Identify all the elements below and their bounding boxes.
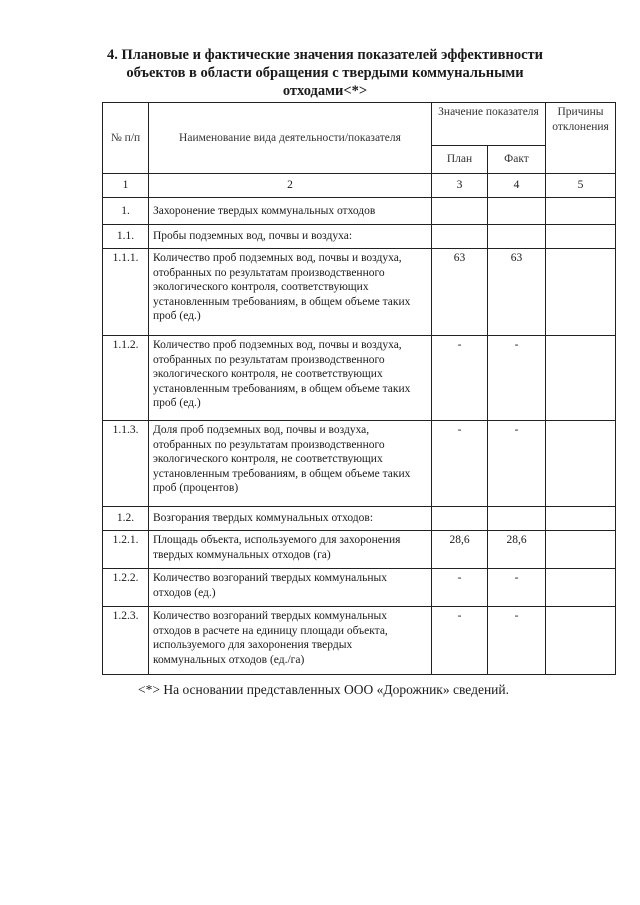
row-fact [488, 198, 546, 225]
row-fact: - [488, 336, 546, 421]
row-plan: - [432, 569, 488, 607]
document-title [90, 46, 560, 100]
row-name: Доля проб подземных вод, почвы и воздуха, отобранных по результатам производственного экологического контроля, не соответствующих установленным требованиям, в общем объеме таких проб (процентов) [149, 421, 432, 507]
row-fact: 28,6 [488, 531, 546, 569]
row-num: 1. [103, 198, 149, 225]
row-reason [546, 225, 616, 249]
table-row [103, 198, 616, 225]
row-reason [546, 249, 616, 336]
header-reasons: Причины отклонения [546, 103, 616, 174]
row-reason [546, 198, 616, 225]
row-name: Площадь объекта, используемого для захоронения твердых коммунальных отходов (га) [149, 531, 432, 569]
header-fact: Факт [488, 146, 546, 174]
index-cell: 5 [546, 174, 616, 198]
table-row [103, 336, 616, 421]
row-plan: - [432, 421, 488, 507]
row-fact [488, 507, 546, 531]
table-row [103, 225, 616, 249]
row-reason [546, 336, 616, 421]
row-plan [432, 507, 488, 531]
indicators-table [102, 102, 616, 675]
row-name: Количество проб подземных вод, почвы и воздуха, отобранных по результатам производственного экологического контроля, соответствующих установленным требованиям, в общем объеме таких проб (ед.) [149, 249, 432, 336]
row-reason [546, 507, 616, 531]
table-row [103, 569, 616, 607]
header-value: Значение показателя [432, 103, 546, 146]
row-num: 1.1.1. [103, 249, 149, 336]
row-name: Возгорания твердых коммунальных отходов: [149, 507, 432, 531]
index-cell: 4 [488, 174, 546, 198]
index-cell: 3 [432, 174, 488, 198]
row-plan: 28,6 [432, 531, 488, 569]
header-num: № п/п [103, 103, 149, 174]
row-reason [546, 569, 616, 607]
row-plan: 63 [432, 249, 488, 336]
table-row [103, 507, 616, 531]
row-reason [546, 421, 616, 507]
footnote: <*> На основании представленных ООО «Дорожник» сведений. [138, 682, 509, 697]
index-cell: 2 [149, 174, 432, 198]
row-plan [432, 198, 488, 225]
row-fact: 63 [488, 249, 546, 336]
row-num: 1.2.3. [103, 607, 149, 675]
row-num: 1.2.2. [103, 569, 149, 607]
row-fact: - [488, 421, 546, 507]
row-num: 1.1.2. [103, 336, 149, 421]
row-fact: - [488, 607, 546, 675]
title-line-2: объектов в области обращения с твердыми коммунальными [126, 65, 524, 81]
row-num: 1.2.1. [103, 531, 149, 569]
header-name: Наименование вида деятельности/показателя [149, 103, 432, 174]
row-plan [432, 225, 488, 249]
table-row [103, 249, 616, 336]
row-reason [546, 531, 616, 569]
row-fact [488, 225, 546, 249]
row-fact: - [488, 569, 546, 607]
row-name: Захоронение твердых коммунальных отходов [149, 198, 432, 225]
row-name: Количество проб подземных вод, почвы и воздуха, отобранных по результатам производственного экологического контроля, не соответствующих установленным требованиям, в общем объеме таких проб (ед.) [149, 336, 432, 421]
index-cell: 1 [103, 174, 149, 198]
row-name: Количество возгораний твердых коммунальных отходов в расчете на единицу площади объекта, используемого для захоронения твердых коммунальных отходов (ед./га) [149, 607, 432, 675]
header-plan: План [432, 146, 488, 174]
table-row [103, 531, 616, 569]
table-row [103, 421, 616, 507]
title-line-3: отходами<*> [282, 83, 368, 99]
index-row [103, 174, 616, 198]
title-line-1: 4. Плановые и фактические значения показателей эффективности [106, 47, 543, 63]
row-name: Количество возгораний твердых коммунальных отходов (ед.) [149, 569, 432, 607]
table-row [103, 607, 616, 675]
row-name: Пробы подземных вод, почвы и воздуха: [149, 225, 432, 249]
row-num: 1.1.3. [103, 421, 149, 507]
row-num: 1.1. [103, 225, 149, 249]
row-plan: - [432, 607, 488, 675]
row-plan: - [432, 336, 488, 421]
row-num: 1.2. [103, 507, 149, 531]
row-reason [546, 607, 616, 675]
